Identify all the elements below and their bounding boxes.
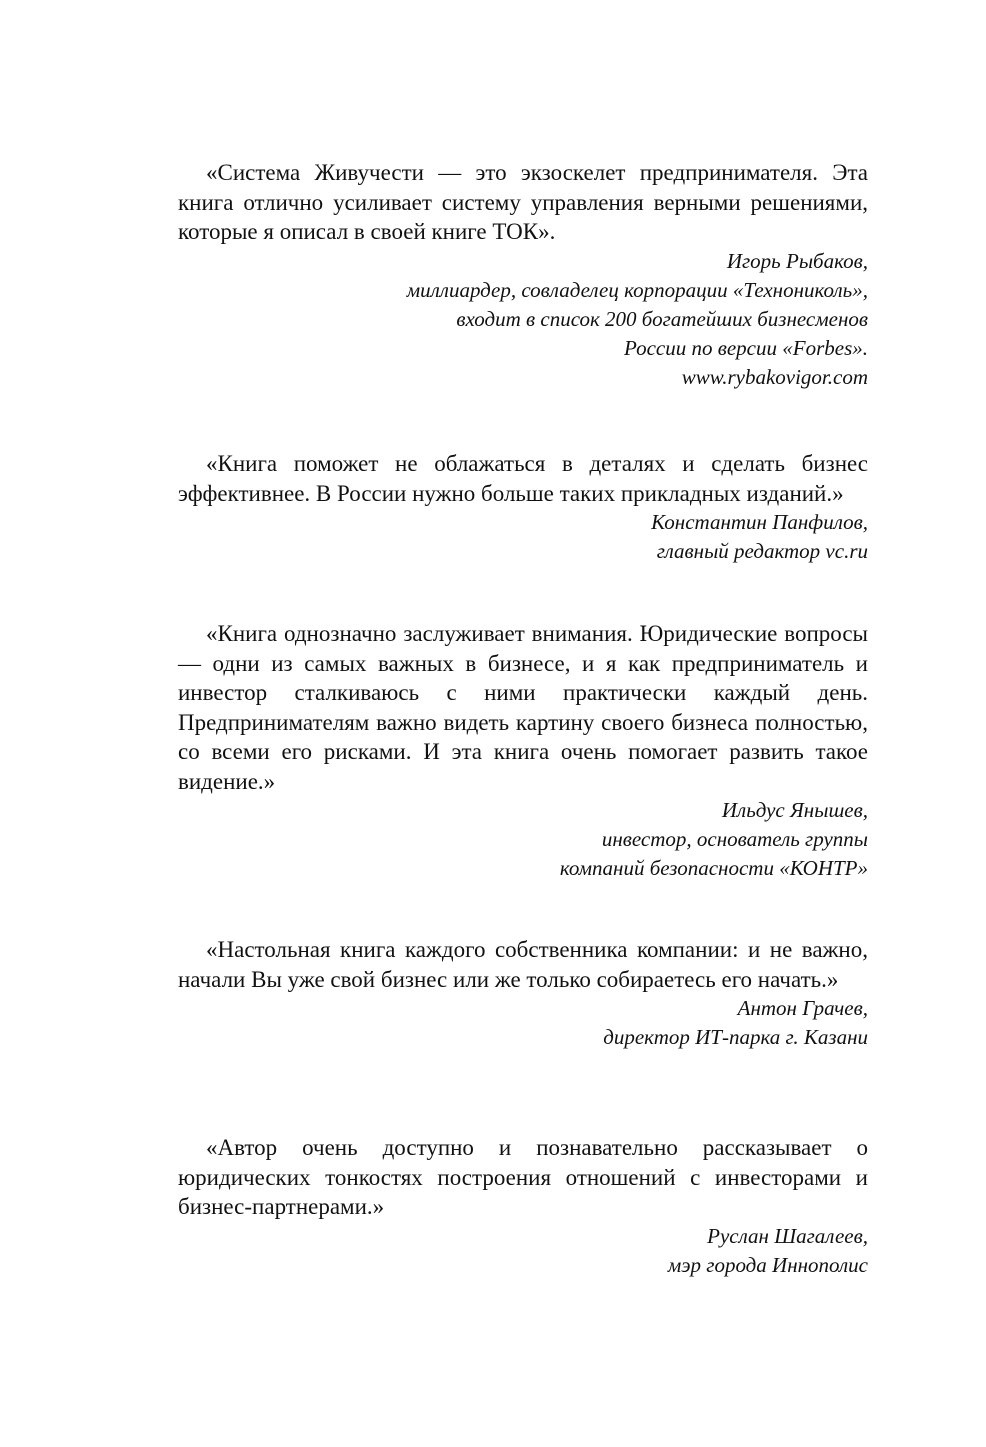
blurb-shagaleev [178, 1133, 868, 1280]
attribution-author: Антон Грачев, [737, 996, 868, 1020]
attribution-role: компаний безопасности «КОНТР» [559, 856, 868, 880]
blurb-quote: «Система Живучести — это экзоскелет предпринимателя. Эта книга отлично усиливает систему управления верными решениями, которые я описал в своей книге ТОК». [178, 160, 868, 244]
blurb-attribution [178, 247, 868, 392]
blurb-rybakov [178, 158, 868, 392]
blurb-quote: «Настольная книга каждого собственника компании: и не важно, начали Вы уже свой бизнес или же только собираетесь его начать.» [178, 937, 868, 992]
blurb-quote: «Книга поможет не облажаться в деталях и сделать бизнес эффективнее. В России нужно больше таких прикладных изданий.» [178, 451, 868, 506]
attribution-author: Ильдус Янышев, [721, 798, 868, 822]
attribution-role: мэр города Иннополис [667, 1252, 868, 1277]
blurb-quote: «Автор очень доступно и познавательно рассказывает о юридических тонкостях построения отношений с инвесторами и бизнес-партнерами.» [178, 1135, 868, 1219]
attribution-author: Игорь Рыбаков, [726, 248, 868, 273]
attribution-role: инвестор, основатель группы [601, 827, 868, 851]
blurb-panfilov [178, 449, 868, 566]
attribution-author: Константин Панфилов, [651, 510, 868, 534]
attribution-role: директор ИТ-парка г. Казани [603, 1025, 868, 1049]
attribution-role: входит в список 200 богатейших бизнесменов [456, 306, 868, 331]
blurb-yanyshev [178, 619, 868, 883]
blurb-attribution [178, 994, 868, 1052]
attribution-role: миллиардер, совладелец корпорации «Технониколь», [406, 277, 868, 302]
attribution-role: главный редактор vc.ru [656, 539, 868, 563]
attribution-role: России по версии «Forbes». [624, 335, 868, 360]
blurb-grachev [178, 935, 868, 1052]
attribution-author: Руслан Шагалеев, [707, 1223, 868, 1248]
attribution-website: www.rybakovigor.com [681, 364, 868, 389]
blurb-quote: «Книга однозначно заслуживает внимания. Юридические вопросы — одни из самых важных в бизнесе, и я как предприниматель и инвестор сталкиваюсь с ними практически каждый день. Предпринимателям важно видеть картину своего бизнеса полностью, со всеми его рисками. И эта книга очень помогает развить такое видение.» [178, 621, 868, 794]
blurb-attribution [178, 1222, 868, 1280]
blurb-attribution [178, 508, 868, 566]
blurb-attribution [178, 796, 868, 883]
